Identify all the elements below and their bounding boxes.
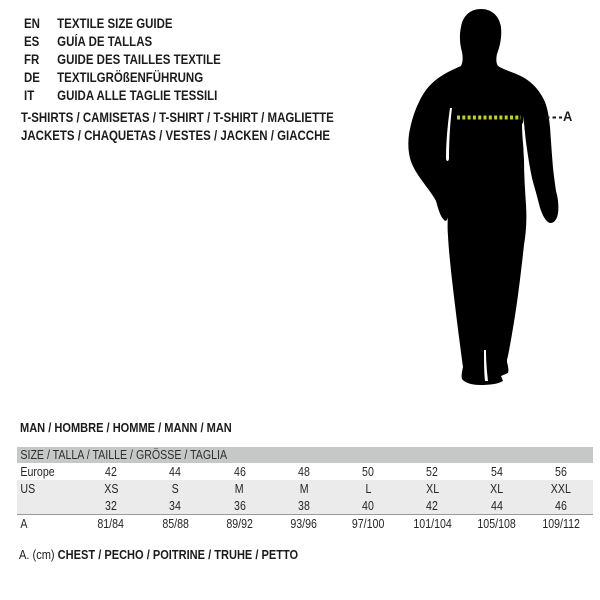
row-label-us: US bbox=[20, 481, 36, 496]
language-code: EN bbox=[24, 16, 40, 31]
size-table-header-cell bbox=[17, 447, 593, 463]
chest-cm-value: 85/88 bbox=[162, 516, 189, 531]
guide-title-it: GUIDA ALLE TAGLIE TESSILI bbox=[57, 88, 218, 103]
size-table bbox=[17, 447, 593, 532]
chest-cm-value: 105/108 bbox=[477, 516, 516, 531]
us-size: XL bbox=[490, 481, 504, 496]
man-silhouette-svg bbox=[390, 0, 600, 400]
us-numeric-size: 38 bbox=[297, 498, 310, 513]
size-table-header-row bbox=[17, 447, 593, 463]
language-code: DE bbox=[24, 70, 40, 85]
chest-cm-value: 109/112 bbox=[542, 516, 580, 531]
us-size: L bbox=[365, 481, 372, 496]
table-row-chest-cm bbox=[17, 515, 593, 533]
table-row-us-numeric bbox=[17, 497, 593, 515]
language-code: FR bbox=[24, 52, 40, 67]
us-numeric-size: 42 bbox=[426, 498, 439, 513]
us-size: M bbox=[235, 481, 245, 496]
row-label-europe: Europe bbox=[20, 464, 55, 479]
language-code: IT bbox=[24, 88, 35, 103]
europe-size: 54 bbox=[490, 464, 503, 479]
us-size: S bbox=[171, 481, 179, 496]
language-row-it bbox=[24, 87, 221, 105]
man-body-shape bbox=[408, 9, 558, 385]
language-row-es bbox=[24, 33, 221, 51]
us-numeric-size: 40 bbox=[362, 498, 375, 513]
footnote-text: CHEST / PECHO / POITRINE / TRUHE / PETTO bbox=[57, 547, 299, 562]
table-row-europe bbox=[17, 463, 593, 480]
europe-size: 46 bbox=[233, 464, 246, 479]
man-silhouette-figure bbox=[390, 0, 600, 400]
guide-title-en: TEXTILE SIZE GUIDE bbox=[57, 16, 173, 31]
europe-size: 48 bbox=[297, 464, 310, 479]
us-size: M bbox=[299, 481, 309, 496]
chest-cm-value: 97/100 bbox=[351, 516, 385, 531]
us-numeric-size: 46 bbox=[554, 498, 567, 513]
us-numeric-size: 34 bbox=[169, 498, 182, 513]
guide-title-de: TEXTILGRÖßENFÜHRUNG bbox=[57, 70, 204, 85]
measurement-footnote bbox=[19, 547, 347, 562]
footnote-line bbox=[19, 547, 298, 562]
language-row-en bbox=[24, 15, 221, 33]
row-label-a: A bbox=[20, 516, 28, 531]
us-numeric-size: 32 bbox=[105, 498, 118, 513]
language-code: ES bbox=[24, 34, 40, 49]
europe-size: 42 bbox=[105, 464, 118, 479]
measurement-a-label: A bbox=[563, 108, 573, 124]
europe-size: 50 bbox=[362, 464, 375, 479]
us-size: XL bbox=[425, 481, 439, 496]
us-numeric-size: 44 bbox=[490, 498, 503, 513]
garment-categories bbox=[21, 109, 389, 145]
language-row-fr bbox=[24, 51, 221, 69]
guide-title-es: GUÍA DE TALLAS bbox=[57, 34, 153, 49]
chest-cm-value: 89/92 bbox=[226, 516, 253, 531]
europe-size: 56 bbox=[554, 464, 567, 479]
chest-cm-value: 81/84 bbox=[97, 516, 125, 531]
language-title-list bbox=[24, 15, 256, 105]
chest-cm-value: 93/96 bbox=[290, 516, 318, 531]
table-row-us bbox=[17, 480, 593, 497]
chest-cm-value: 101/104 bbox=[413, 516, 452, 531]
language-row-de bbox=[24, 69, 221, 87]
us-size: XS bbox=[104, 481, 119, 496]
category-tshirts: T-SHIRTS / CAMISETAS / T-SHIRT / T-SHIRT / MAGLIETTE bbox=[21, 110, 334, 125]
category-jackets: JACKETS / CHAQUETAS / VESTES / JACKEN / GIACCHE bbox=[21, 128, 331, 143]
gender-heading: MAN / HOMBRE / HOMME / MANN / MAN bbox=[20, 420, 232, 435]
europe-size: 52 bbox=[426, 464, 439, 479]
guide-title-fr: GUIDE DES TAILLES TEXTILE bbox=[57, 52, 221, 67]
size-table-header-text: SIZE / TALLA / TAILLE / GRÖSSE / TAGLIA bbox=[20, 448, 228, 462]
us-size: XXL bbox=[550, 481, 571, 496]
us-numeric-size: 36 bbox=[233, 498, 246, 513]
footnote-prefix: A. (cm) bbox=[19, 547, 58, 562]
europe-size: 44 bbox=[169, 464, 182, 479]
